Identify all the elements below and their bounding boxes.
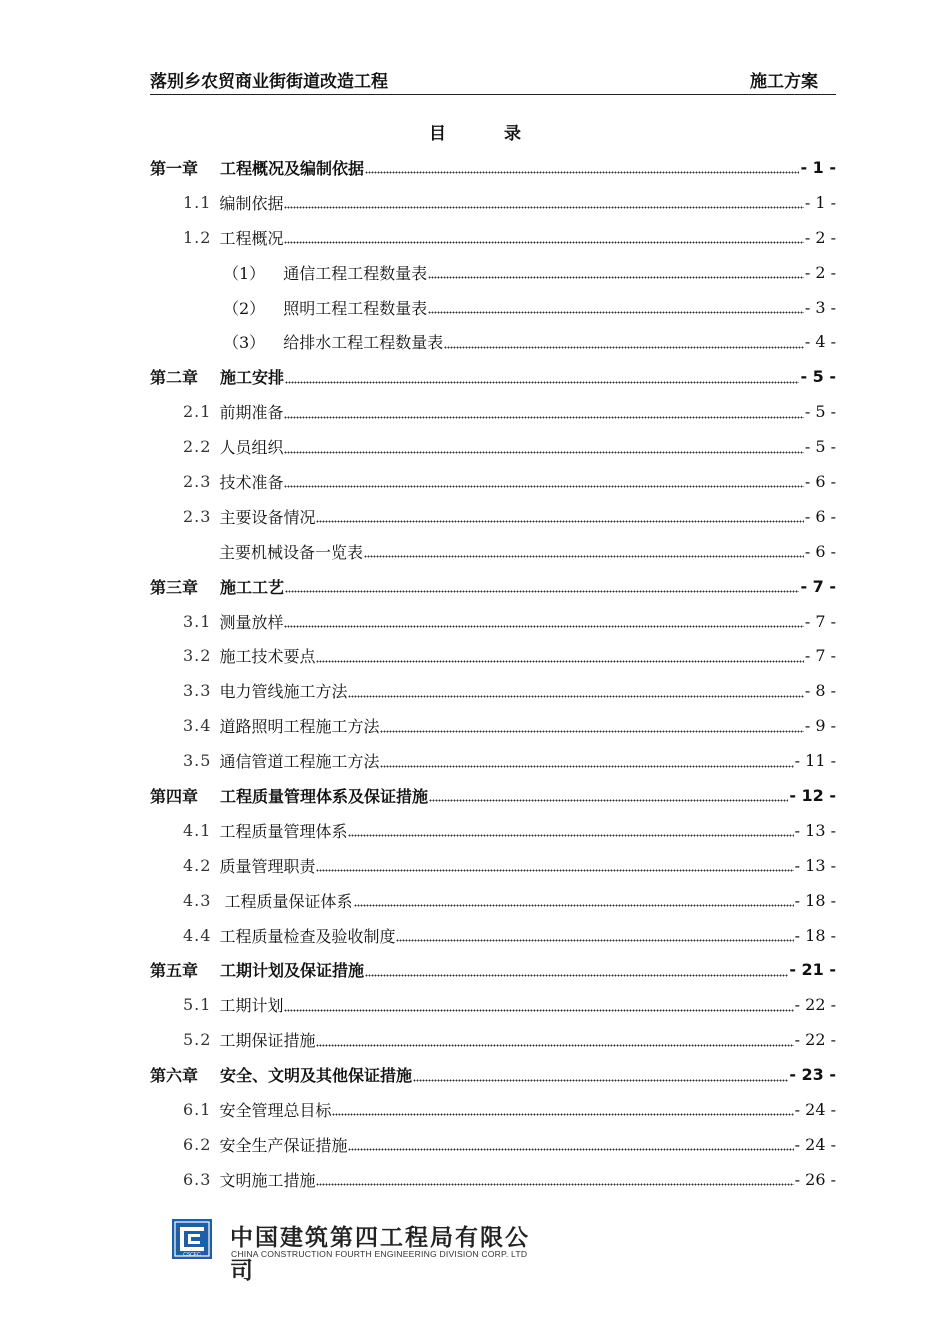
toc-entry-title: 工程概况及编制依据	[220, 158, 365, 178]
dot-leader	[284, 230, 803, 244]
toc-entry[interactable]	[150, 638, 836, 673]
toc-entry-number: 第二章	[150, 368, 199, 388]
toc-entry[interactable]	[150, 464, 836, 499]
dot-leader	[380, 719, 803, 733]
dot-leader	[380, 754, 793, 768]
toc-entry-page: - 8 -	[804, 681, 836, 701]
toc-entry[interactable]	[150, 394, 836, 429]
toc-entry-title: 主要设备情况	[219, 507, 316, 527]
toc-entry[interactable]	[150, 743, 836, 778]
dot-leader	[365, 963, 788, 977]
toc-entry-page: - 21 -	[789, 960, 836, 980]
toc-entry-title: 安全、文明及其他保证措施	[220, 1066, 413, 1086]
toc-entry-number: 3.2	[183, 646, 212, 666]
toc-entry-title: 前期准备	[219, 403, 284, 423]
dot-leader	[348, 1137, 793, 1151]
toc-entry-number: 3.3	[183, 681, 212, 701]
toc-entry-page: - 5 -	[804, 437, 836, 457]
toc-entry[interactable]	[150, 150, 836, 185]
toc-entry-page: - 5 -	[800, 367, 836, 387]
dot-leader	[428, 300, 804, 314]
toc-entry[interactable]	[150, 359, 836, 394]
toc-entry[interactable]	[150, 290, 836, 325]
toc-entry[interactable]	[150, 848, 836, 883]
toc-entry[interactable]	[150, 1162, 836, 1197]
page-header	[150, 68, 836, 95]
toc-entry-title: 安全管理总目标	[219, 1100, 332, 1120]
dot-leader	[284, 474, 803, 488]
project-title: 落别乡农贸商业街街道改造工程	[150, 72, 388, 92]
toc-entry-title: 技术准备	[219, 472, 284, 492]
toc-entry-title: 文明施工措施	[219, 1170, 316, 1190]
dot-leader	[284, 405, 803, 419]
toc-entry-page: - 6 -	[804, 471, 836, 491]
toc-entry-title: 给排水工程工程数量表	[283, 333, 444, 353]
toc-entry-page: - 18 -	[794, 890, 836, 910]
toc-entry-page: - 22 -	[794, 1030, 836, 1050]
toc-entry-number: 3.4	[183, 716, 212, 736]
dot-leader	[284, 998, 793, 1012]
company-name-en: CHINA CONSTRUCTION FOURTH ENGINEERING DIVISION CORP. LTD	[231, 1249, 528, 1259]
toc-entry[interactable]	[150, 255, 836, 290]
dot-leader	[316, 509, 803, 523]
toc-entry-title: 通信管道工程施工方法	[219, 752, 380, 772]
dot-leader	[365, 160, 799, 174]
document-type: 施工方案	[750, 72, 818, 92]
dot-leader	[413, 1068, 788, 1082]
toc-entry[interactable]	[150, 1092, 836, 1127]
toc-entry-page: - 23 -	[789, 1065, 836, 1085]
toc-entry[interactable]	[150, 813, 836, 848]
dot-leader	[316, 858, 793, 872]
toc-entry-title: 人员组织	[219, 438, 284, 458]
toc-entry-title: 电力管线施工方法	[219, 682, 348, 702]
toc-entry-page: - 6 -	[804, 541, 836, 561]
toc-entry-number: 6.3	[183, 1169, 212, 1189]
toc-entry[interactable]	[150, 569, 836, 604]
dot-leader	[284, 195, 803, 209]
toc-entry-number: 3.5	[183, 751, 212, 771]
toc-entry-page: - 1 -	[804, 192, 836, 212]
toc-entry-page: - 3 -	[804, 297, 836, 317]
toc-entry-title: 施工安排	[220, 368, 285, 388]
toc-entry-number: 2.3	[183, 471, 212, 491]
toc-entry-number: 3.1	[183, 611, 212, 631]
toc-entry-page: - 2 -	[804, 227, 836, 247]
dot-leader	[364, 544, 804, 558]
toc-entry-number: 5.2	[183, 1030, 212, 1050]
toc-entry-page: - 24 -	[794, 1099, 836, 1119]
toc-entry-page: - 18 -	[794, 925, 836, 945]
company-logo-block	[172, 1219, 552, 1284]
toc-entry-number: 4.2	[183, 855, 212, 875]
dot-leader	[332, 1102, 793, 1116]
toc-entry[interactable]	[150, 185, 836, 220]
toc-entry-title: 工程质量管理体系及保证措施	[220, 786, 429, 806]
toc-entry[interactable]	[150, 429, 836, 464]
toc-entry-number: 4.1	[183, 820, 212, 840]
toc-entry-title: 质量管理职责	[219, 856, 316, 876]
toc-entry[interactable]	[150, 534, 836, 569]
toc-entry-title: 工期保证措施	[219, 1031, 316, 1051]
toc-entry-page: - 5 -	[804, 402, 836, 422]
toc-entry-title: 工程质量管理体系	[219, 821, 348, 841]
toc-entry-number: 5.1	[183, 995, 212, 1015]
toc-entry[interactable]	[150, 952, 836, 987]
toc-entry-number: 2.1	[183, 402, 212, 422]
toc-entry-number: 2.3	[183, 506, 212, 526]
toc-entry-page: - 24 -	[794, 1134, 836, 1154]
toc-entry[interactable]	[150, 918, 836, 953]
toc-entry-page: - 11 -	[794, 751, 836, 771]
toc-entry-number: 第六章	[150, 1066, 199, 1086]
dot-leader	[285, 579, 799, 593]
toc-entry-number: 6.1	[183, 1099, 212, 1119]
toc-entry-page: - 6 -	[804, 506, 836, 526]
toc-entry-title: 测量放样	[219, 612, 284, 632]
toc-entry-page: - 26 -	[794, 1169, 836, 1189]
toc-entry[interactable]	[150, 1127, 836, 1162]
dot-leader	[428, 265, 804, 279]
company-name-cn: 中国建筑第四工程局有限公司	[230, 1225, 530, 1284]
toc-entry[interactable]	[150, 883, 836, 918]
toc-entry-number: 4.4	[183, 925, 212, 945]
toc-entry-number: （2）	[223, 298, 266, 318]
toc-entry[interactable]	[150, 220, 836, 255]
dot-leader	[316, 649, 803, 663]
toc-entry-page: - 7 -	[804, 646, 836, 666]
dot-leader	[316, 1172, 793, 1186]
toc-entry-number: 2.2	[183, 437, 212, 457]
dot-leader	[396, 928, 793, 942]
toc-entry[interactable]	[150, 987, 836, 1022]
toc-entry[interactable]	[150, 1022, 836, 1057]
toc-entry[interactable]	[150, 324, 836, 359]
toc-entry[interactable]	[150, 778, 836, 813]
toc-entry-number: 4.3	[183, 890, 212, 910]
dot-leader	[444, 335, 804, 349]
dot-leader	[429, 788, 788, 802]
dot-leader	[285, 370, 799, 384]
toc-entry-number: （1）	[223, 263, 266, 283]
toc-entry-number: 第三章	[150, 577, 199, 597]
toc-entry-number: 第五章	[150, 961, 199, 981]
toc-entry[interactable]	[150, 673, 836, 708]
toc-entry-page: - 2 -	[804, 262, 836, 282]
toc-entry-title: 施工技术要点	[219, 647, 316, 667]
toc-entry[interactable]	[150, 1057, 836, 1092]
toc-entry-title: 工程质量检查及验收制度	[219, 926, 396, 946]
toc-entry-title: 工程质量保证体系	[219, 891, 353, 911]
toc-entry-number: 第一章	[150, 158, 199, 178]
toc-entry-title: 工期计划及保证措施	[220, 961, 365, 981]
dot-leader	[348, 684, 803, 698]
toc-entry-title: 施工工艺	[220, 577, 285, 597]
toc-entry-page: - 4 -	[804, 332, 836, 352]
toc-entry-title: 道路照明工程施工方法	[219, 717, 380, 737]
toc-entry-number: （3）	[223, 333, 266, 353]
toc-entry-page: - 9 -	[804, 716, 836, 736]
toc-entry-page: - 1 -	[800, 157, 836, 177]
toc-entry[interactable]	[150, 499, 836, 534]
toc-entry-number: 1.2	[183, 227, 212, 247]
toc-entry[interactable]	[150, 708, 836, 743]
dot-leader	[316, 1033, 793, 1047]
toc-entry-page: - 13 -	[794, 855, 836, 875]
toc-entry-number: 6.2	[183, 1134, 212, 1154]
toc-entry-title: 主要机械设备一览表	[219, 542, 364, 562]
toc-entry-title: 安全生产保证措施	[219, 1135, 348, 1155]
toc-entry-title: 照明工程工程数量表	[283, 298, 428, 318]
toc-entry-page: - 7 -	[800, 576, 836, 596]
dot-leader	[354, 893, 794, 907]
toc-entry-page: - 7 -	[804, 611, 836, 631]
dot-leader	[284, 614, 803, 628]
dot-leader	[348, 823, 793, 837]
toc-entry[interactable]	[150, 604, 836, 639]
toc-entry-title: 工程概况	[219, 228, 284, 248]
table-of-contents	[150, 150, 836, 1197]
toc-entry-title: 通信工程工程数量表	[283, 263, 428, 283]
toc-entry-page: - 12 -	[789, 785, 836, 805]
logo-text: CSCEC	[183, 1252, 201, 1258]
toc-heading: 目 录	[429, 124, 547, 144]
toc-entry-number: 第四章	[150, 786, 199, 806]
toc-entry-title: 编制依据	[219, 193, 284, 213]
dot-leader	[284, 440, 803, 454]
toc-entry-title: 工期计划	[219, 996, 284, 1016]
toc-entry-page: - 13 -	[794, 820, 836, 840]
toc-entry-number: 1.1	[183, 192, 212, 212]
toc-entry-page: - 22 -	[794, 995, 836, 1015]
cscec-logo-icon	[172, 1219, 212, 1259]
